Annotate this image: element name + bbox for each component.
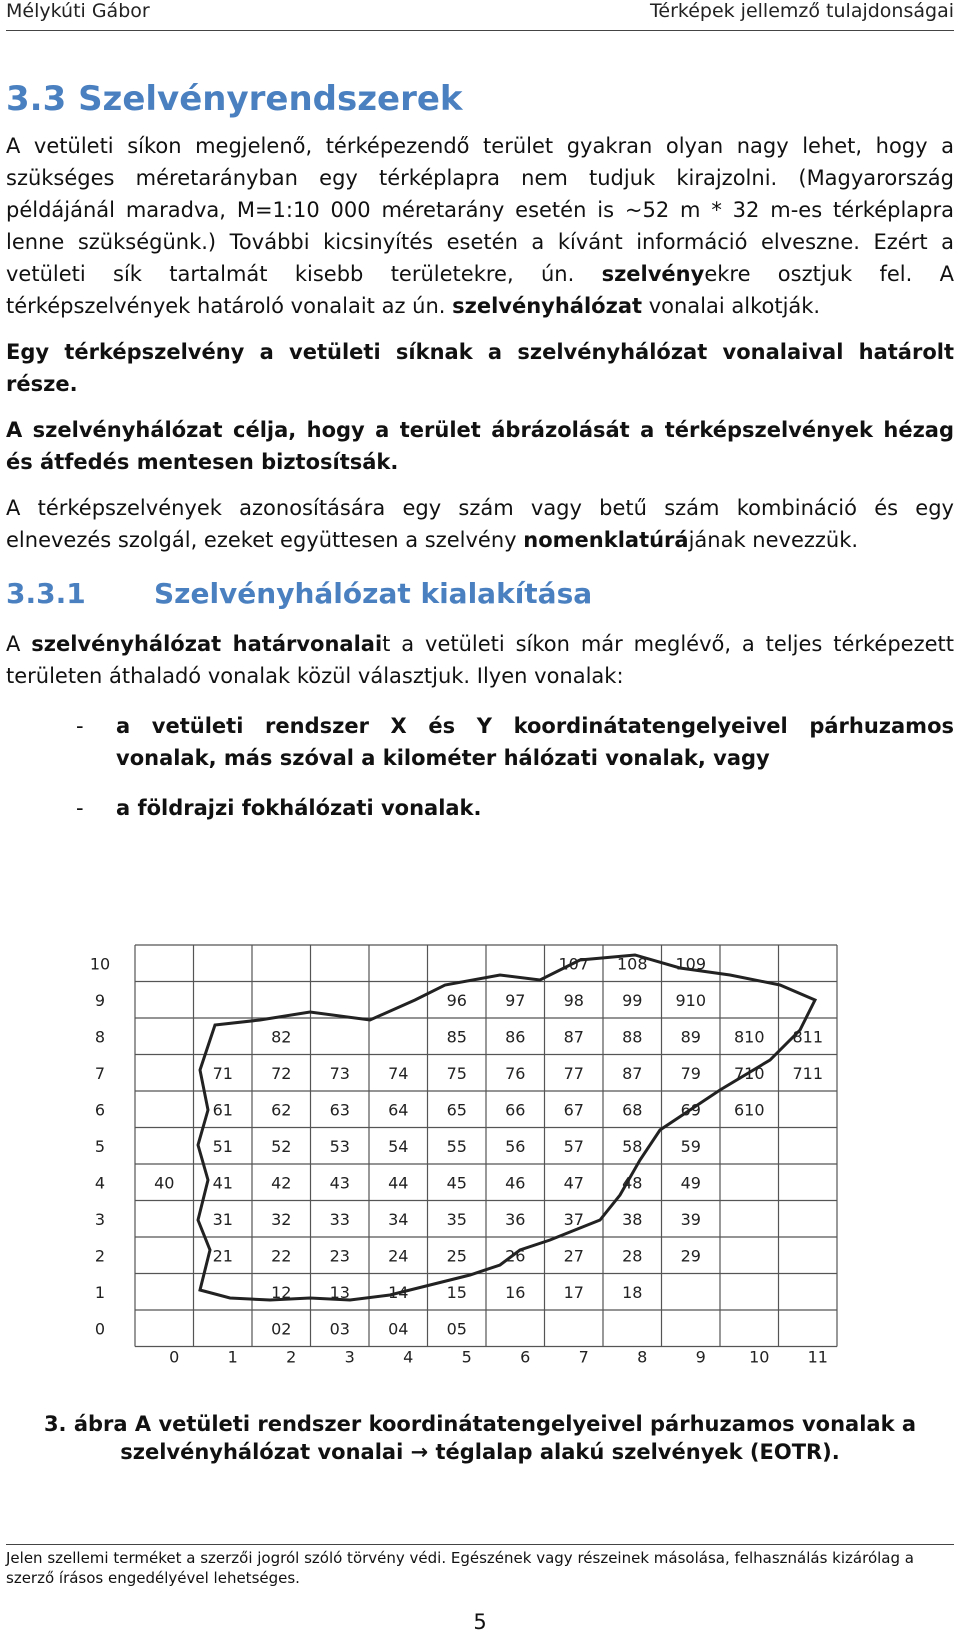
grid-cell-label: 910: [675, 990, 707, 1010]
grid-cell-label: 32: [271, 1209, 292, 1229]
grid-cell-label: 98: [563, 990, 584, 1010]
grid-cell-label: 58: [622, 1136, 643, 1156]
grid-cell-label: 17: [563, 1282, 584, 1302]
grid-cell-label: 43: [329, 1173, 350, 1193]
grid-cell-label: 57: [563, 1136, 584, 1156]
grid-cell-label: 15: [446, 1282, 467, 1302]
grid-cell-label: 96: [446, 990, 467, 1010]
header-author: Mélykúti Gábor: [6, 0, 150, 22]
grid-cell-label: 69: [680, 1100, 701, 1120]
grid-cell-label: 52: [271, 1136, 292, 1156]
list-dash: -: [76, 796, 84, 820]
grid-cell-label: 45: [446, 1173, 467, 1193]
x-axis-label: 9: [695, 1347, 706, 1367]
x-axis-label: 2: [286, 1347, 297, 1367]
y-axis-label: 0: [94, 1319, 106, 1339]
grid-cell-label: 86: [505, 1027, 526, 1047]
grid-cell-label: 24: [388, 1246, 409, 1266]
grid-cell-label: 22: [271, 1246, 292, 1266]
grid-cell-label: 21: [212, 1246, 233, 1266]
list-dash: -: [76, 714, 84, 738]
subsection-heading: [6, 576, 954, 612]
grid-cell-label: 77: [563, 1063, 584, 1083]
caption-line-2: szelvényhálózat vonalai → téglalap alakú szelvények (EOTR).: [120, 1440, 840, 1464]
list-item-text: a földrajzi fokhálózati vonalak.: [116, 796, 482, 820]
grid-cell-label: 41: [212, 1173, 233, 1193]
grid-cell-label: 710: [733, 1063, 765, 1083]
y-axis-label: 7: [94, 1063, 106, 1083]
y-axis-label: 9: [94, 990, 106, 1010]
grid-cell-label: 67: [563, 1100, 584, 1120]
grid-cell-label: 49: [680, 1173, 701, 1193]
grid-cell-label: 79: [680, 1063, 701, 1083]
grid-cell-label: 56: [505, 1136, 526, 1156]
grid-cell-label: 61: [212, 1100, 233, 1120]
y-axis-label: 5: [94, 1136, 106, 1156]
subsection-paragraph: [6, 628, 954, 692]
grid-cell-label: 04: [388, 1319, 409, 1339]
nomen-bold: nomenklatúrá: [523, 528, 689, 552]
y-axis-label: 1: [94, 1282, 106, 1302]
grid-cell-label: 711: [792, 1063, 824, 1083]
list-item-text: a vetületi rendszer X és Y koordinátatengelyeivel párhuzamos vonalak, más szóval a kilométer hálózati vonalak, vagy: [116, 714, 954, 770]
grid-cell-label: 99: [622, 990, 643, 1010]
subsection-number: 3.3.1: [6, 577, 86, 610]
purpose-paragraph: A szelvényhálózat célja, hogy a terület ábrázolását a térképszelvények hézag és átfedés mentesen biztosítsák.: [6, 418, 954, 474]
header-title: Térképek jellemző tulajdonságai: [650, 0, 954, 22]
grid-cell-label: 65: [446, 1100, 467, 1120]
page-header: [6, 0, 954, 30]
grid-cell-label: 87: [622, 1063, 643, 1083]
intro-text-2: ekre osztjuk fel. A térképszelvények határoló vonalait az ún.: [6, 262, 954, 318]
grid-cell-label: 48: [622, 1173, 643, 1193]
grid-cell-label: 33: [329, 1209, 350, 1229]
grid-cell-label: 82: [271, 1027, 292, 1047]
grid-cell-label: 18: [622, 1282, 643, 1302]
grid-cell-label: 72: [271, 1063, 292, 1083]
grid-cell-label: 66: [505, 1100, 526, 1120]
figure-caption: [6, 1410, 954, 1466]
grid-cell-label: 42: [271, 1173, 292, 1193]
nomen-text-2: jának nevezzük.: [688, 528, 859, 552]
grid-cell-label: 73: [329, 1063, 350, 1083]
sub-text-1: A: [6, 632, 32, 656]
nomenclature-paragraph: [6, 492, 954, 556]
grid-cell-label: 36: [505, 1209, 526, 1229]
grid-cell-label: 14: [388, 1282, 409, 1302]
grid-cell-label: 05: [446, 1319, 467, 1339]
definition-paragraph: Egy térképszelvény a vetületi síknak a szelvényhálózat vonalaival határolt része.: [6, 340, 954, 396]
intro-text-3: vonalai alkotják.: [642, 294, 821, 318]
grid-cell-label: 38: [622, 1209, 643, 1229]
grid-cell-label: 107: [558, 954, 590, 974]
grid-cell-label: 25: [446, 1246, 467, 1266]
x-axis-labels: [169, 1348, 828, 1367]
grid-cell-label: 810: [733, 1027, 765, 1047]
grid-cell-label: 34: [388, 1209, 409, 1229]
grid-cell-label: 75: [446, 1063, 467, 1083]
grid-cell-label: 54: [388, 1136, 409, 1156]
list-item: [6, 710, 954, 774]
grid-cell-label: 47: [563, 1173, 584, 1193]
grid-cell-label: 88: [622, 1027, 643, 1047]
grid-cell-label: 46: [505, 1173, 526, 1193]
grid-cell-label: 109: [675, 954, 707, 974]
x-axis-label: 8: [637, 1347, 648, 1367]
grid-cell-label: 27: [563, 1246, 584, 1266]
page-number: 5: [473, 1610, 487, 1634]
x-axis-label: 7: [578, 1347, 589, 1367]
grid-cell-label: 71: [212, 1063, 233, 1083]
grid-cell-label: 64: [388, 1100, 409, 1120]
grid-cell-label: 39: [680, 1209, 701, 1229]
intro-bold-2: szelvényhálózat: [452, 294, 643, 318]
y-axis-label: 3: [94, 1209, 106, 1229]
intro-paragraph: [6, 130, 954, 322]
x-axis-label: 5: [461, 1347, 472, 1367]
grid-cell-label: 610: [733, 1100, 765, 1120]
grid-cell-label: 55: [446, 1136, 467, 1156]
y-axis-label: 2: [94, 1246, 106, 1266]
copyright-footer: Jelen szellemi terméket a szerzői jogról szóló törvény védi. Egészének vagy részeinek másolása, felhasználás kizárólag a szerző írásos engedélyével lehetséges.: [6, 1548, 954, 1588]
grid-cell-label: 31: [212, 1209, 233, 1229]
grid-cell-label: 37: [563, 1209, 584, 1229]
grid-cell-label: 53: [329, 1136, 350, 1156]
grid-cell-label: 12: [271, 1282, 292, 1302]
line-types-list: [6, 710, 954, 824]
grid-cell-label: 28: [622, 1246, 643, 1266]
grid-cell-label: 74: [388, 1063, 409, 1083]
x-axis-label: 10: [749, 1347, 770, 1367]
grid-cell-label: 29: [680, 1246, 701, 1266]
grid-cell-label: 03: [329, 1319, 350, 1339]
y-axis-label: 8: [94, 1027, 106, 1047]
grid-cell-label: 89: [680, 1027, 701, 1047]
grid-cell-label: 35: [446, 1209, 467, 1229]
grid-cell-label: 44: [388, 1173, 409, 1193]
y-axis-labels: [90, 954, 110, 1338]
y-axis-label: 6: [94, 1100, 106, 1120]
x-axis-label: 11: [807, 1347, 828, 1367]
y-axis-label: 4: [94, 1173, 106, 1193]
grid-cell-label: 68: [622, 1100, 643, 1120]
grid-cell-label: 97: [505, 990, 526, 1010]
intro-bold-1: szelvény: [601, 262, 705, 286]
eotr-grid-figure: [80, 920, 880, 1410]
grid-cell-label: 63: [329, 1100, 350, 1120]
x-axis-label: 0: [169, 1347, 180, 1367]
sub-bold: szelvényhálózat határvonalai: [31, 632, 383, 656]
grid-cell-label: 85: [446, 1027, 467, 1047]
intro-text-1: A vetületi síkon megjelenő, térképezendő terület gyakran olyan nagy lehet, hogy a szükséges méretarányban egy térképlapra nem tudjuk kirajzolni. (Magyarország példájánál maradva, M=1:10 000 méretarány esetén is ~52 m * 32 m-es térképlapra lenne szükségünk.) További kicsinyítés esetén a kívánt információ elveszne. Ezért a vetületi sík tartalmát kisebb területekre, ún.: [6, 134, 954, 286]
grid-cell-label: 108: [616, 954, 648, 974]
grid-cell-label: 87: [563, 1027, 584, 1047]
x-axis-label: 4: [403, 1347, 414, 1367]
grid-cell-label: 13: [329, 1282, 350, 1302]
grid-cell-label: 811: [792, 1027, 824, 1047]
subsection-title: Szelvényhálózat kialakítása: [154, 577, 593, 610]
x-axis-label: 6: [520, 1347, 531, 1367]
main-content: [6, 78, 954, 842]
section-heading: 3.3 Szelvényrendszerek: [6, 79, 463, 119]
grid-cell-label: 76: [505, 1063, 526, 1083]
nomen-text-1: A térképszelvények azonosítására egy szám vagy betű szám kombináció és egy elnevezés szolgál, ezeket együttesen a szelvény: [6, 496, 954, 552]
grid-lines: [135, 945, 837, 1347]
x-axis-label: 3: [344, 1347, 355, 1367]
list-item: [6, 792, 954, 824]
grid-cell-label: 02: [271, 1319, 292, 1339]
grid-cell-label: 26: [505, 1246, 526, 1266]
sub-text-2: t a vetületi síkon már meglévő, a teljes térképezett területen áthaladó vonalak közül választjuk. Ilyen vonalak:: [6, 632, 955, 688]
grid-cell-label: 23: [329, 1246, 350, 1266]
caption-line-1: 3. ábra A vetületi rendszer koordinátatengelyeivel párhuzamos vonalak a: [43, 1412, 917, 1436]
grid-cell-label: 51: [212, 1136, 233, 1156]
x-axis-label: 1: [227, 1347, 238, 1367]
grid-cell-label: 16: [505, 1282, 526, 1302]
grid-cell-label: 62: [271, 1100, 292, 1120]
y-axis-label: 10: [89, 954, 111, 974]
grid-cell-labels: [154, 954, 823, 1338]
grid-cell-label: 40: [154, 1173, 175, 1193]
grid-cell-label: 59: [680, 1136, 701, 1156]
